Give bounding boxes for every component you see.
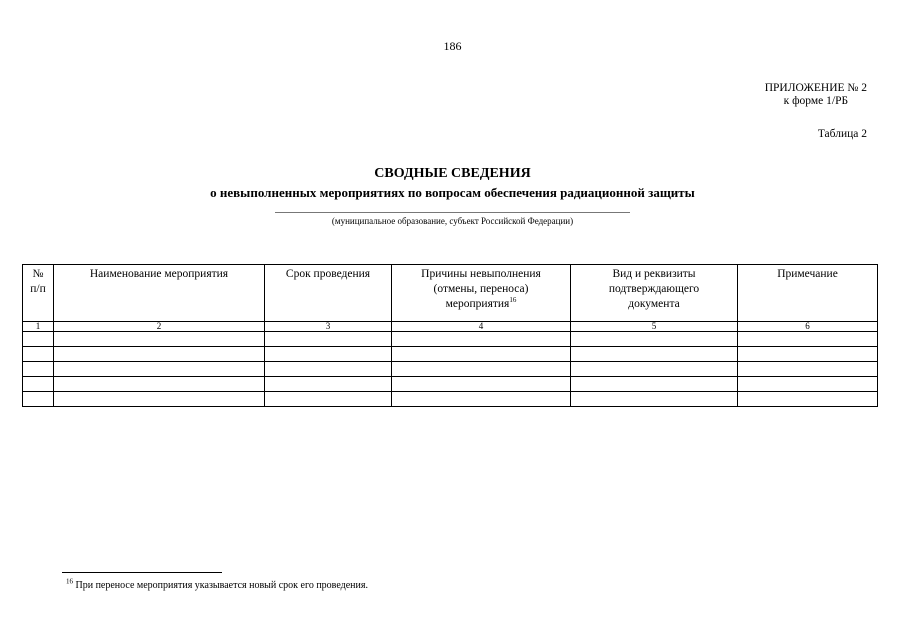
appendix-line-1: ПРИЛОЖЕНИЕ № 2 [764, 82, 867, 94]
header-date-text: Срок проведения [285, 268, 371, 280]
column-number-cell: 3 [265, 322, 392, 332]
appendix-label [765, 82, 867, 108]
header-cell-document [571, 265, 738, 322]
header-note-text: Примечание [777, 268, 838, 280]
table-cell [571, 377, 738, 392]
table-cell [265, 377, 392, 392]
header-number-text: № п/п [30, 268, 46, 295]
table-cell [738, 347, 878, 362]
summary-table [22, 264, 878, 407]
header-row [23, 265, 878, 322]
footnote [66, 577, 368, 591]
column-number-row [23, 322, 878, 332]
table-cell [265, 332, 392, 347]
column-number-cell: 1 [23, 322, 54, 332]
table-cell [265, 347, 392, 362]
page-number: 186 [443, 39, 462, 53]
table-cell [23, 347, 54, 362]
header-cell-event-name [54, 265, 265, 322]
header-footnote-ref: 16 [509, 296, 517, 305]
table-row [23, 377, 878, 392]
footnote-rule [62, 572, 222, 573]
table-cell [23, 332, 54, 347]
table-cell [265, 392, 392, 407]
table-cell [392, 347, 571, 362]
table-cell [738, 392, 878, 407]
footnote-ref: 16 [66, 577, 73, 586]
header-cell-number [23, 265, 54, 322]
document-title: СВОДНЫЕ СВЕДЕНИЯ [374, 166, 531, 181]
footnote-text: При переносе мероприятия указывается новый срок его проведения. [75, 580, 368, 591]
header-reasons-text: Причины невыполнения (отмены, переноса) мероприятия [421, 268, 541, 310]
table-cell [738, 362, 878, 377]
column-number-cell: 4 [392, 322, 571, 332]
table-cell [54, 347, 265, 362]
table-cell [392, 392, 571, 407]
table-cell [571, 362, 738, 377]
header-cell-reasons [392, 265, 571, 322]
table-row [23, 392, 878, 407]
fill-in-caption: (муниципальное образование, субъект Российской Федерации) [331, 216, 574, 226]
table-cell [571, 347, 738, 362]
table-cell [54, 362, 265, 377]
table-row [23, 347, 878, 362]
table-cell [738, 332, 878, 347]
table-cell [23, 392, 54, 407]
column-number-cell: 5 [571, 322, 738, 332]
table-row [23, 332, 878, 347]
table-cell [265, 362, 392, 377]
header-document-text: Вид и реквизиты подтверждающего документа [608, 268, 700, 310]
table-cell [54, 377, 265, 392]
table-row [23, 362, 878, 377]
table-label: Таблица 2 [817, 128, 867, 140]
appendix-line-2: к форме 1/РБ [783, 95, 849, 107]
table-cell [23, 362, 54, 377]
table-cell [392, 362, 571, 377]
table-cell [54, 392, 265, 407]
table-cell [392, 377, 571, 392]
header-event-name-text: Наименование мероприятия [89, 268, 229, 280]
header-cell-note [738, 265, 878, 322]
table-cell [571, 392, 738, 407]
table-cell [392, 332, 571, 347]
document-subtitle: о невыполненных мероприятиях по вопросам обеспечения радиационной защиты [210, 185, 695, 200]
fill-in-line [275, 212, 630, 213]
table-cell [571, 332, 738, 347]
header-cell-date [265, 265, 392, 322]
table-cell [738, 377, 878, 392]
column-number-cell: 2 [54, 322, 265, 332]
table-cell [54, 332, 265, 347]
table-cell [23, 377, 54, 392]
column-number-cell: 6 [738, 322, 878, 332]
